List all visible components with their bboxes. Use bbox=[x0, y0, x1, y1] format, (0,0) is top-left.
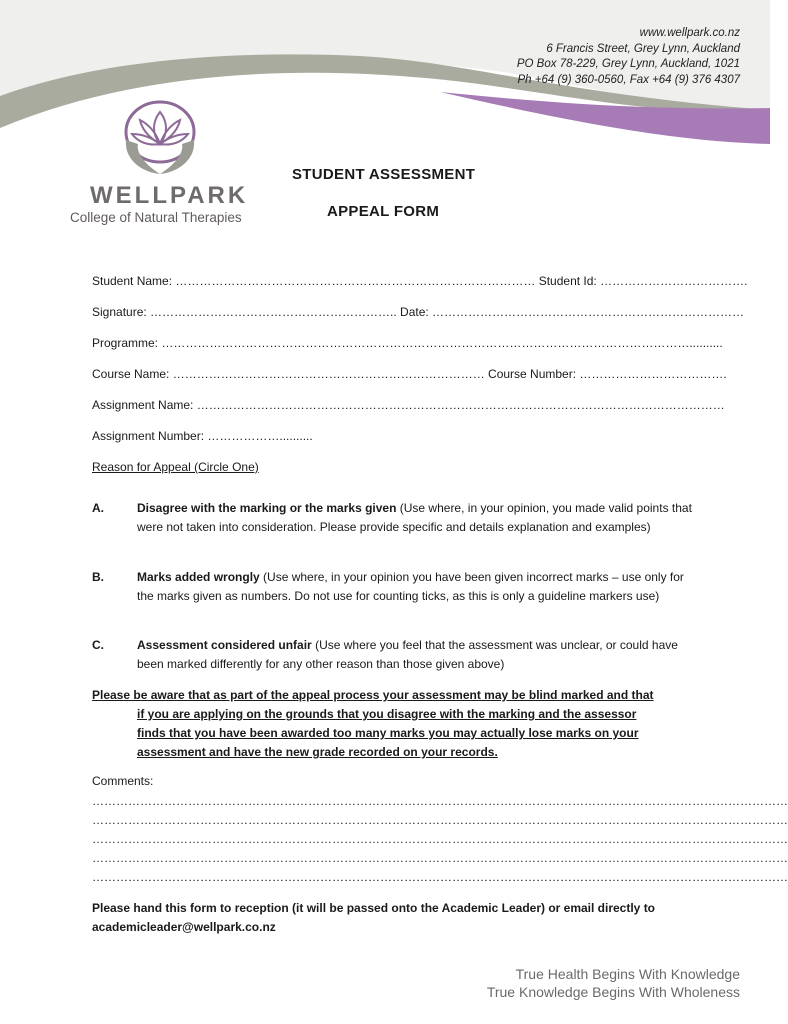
reason-title: Assessment considered unfair bbox=[137, 638, 312, 652]
warning-line: Please be aware that as part of the appeal process your assessment may be blind marked and that bbox=[92, 688, 654, 702]
lotus-logo-icon bbox=[110, 100, 210, 180]
form-subtitle: APPEAL FORM bbox=[327, 203, 440, 220]
submission-instructions: Please hand this form to reception (it will be passed onto the Academic Leader) or email directly to academicleader@wellpark.co.nz bbox=[92, 901, 656, 934]
street-address: 6 Francis Street, Grey Lynn, Auckland bbox=[546, 42, 740, 55]
tagline bbox=[487, 965, 740, 1001]
comment-line[interactable]: ………………………………………………………………………………………………………………………………………………………… bbox=[92, 870, 788, 884]
assignment-name-field[interactable]: Assignment Name: …………………………………………………………………………………………………………………… bbox=[92, 398, 725, 412]
po-box: PO Box 78-229, Grey Lynn, Auckland, 1021 bbox=[516, 58, 740, 70]
blind-marking-warning bbox=[92, 686, 682, 762]
reason-option-a[interactable] bbox=[92, 499, 692, 537]
tagline-line: True Health Begins With Knowledge bbox=[515, 966, 740, 982]
reason-letter: C. bbox=[92, 638, 104, 652]
course-field[interactable]: Course Name: …………………………………………………………………… Course Number: ………………………………. bbox=[92, 367, 727, 381]
form-title: STUDENT ASSESSMENT bbox=[292, 166, 476, 183]
reason-description: (Use where, in your opinion you have been given incorrect marks – use only for the marks given as numbers. Do not use for counting ticks, as this is only a guideline markers use) bbox=[137, 570, 684, 603]
comment-line[interactable]: ………………………………………………………………………………………………………………………………………………………… bbox=[92, 813, 788, 827]
comment-line[interactable]: ………………………………………………………………………………………………………………………………………………………… bbox=[92, 794, 788, 808]
student-name-field[interactable]: Student Name: ……………………………………………………………………………… Student Id: ………………………………. bbox=[92, 274, 748, 288]
reason-title: Marks added wrongly bbox=[137, 570, 260, 584]
reason-description: (Use where, in your opinion, you made valid points that were not taken into consideration. Please provide specific and details explanation and examples) bbox=[137, 501, 692, 534]
assignment-number-field[interactable]: Assignment Number: ……………….......... bbox=[92, 429, 313, 443]
reason-letter: B. bbox=[92, 570, 104, 584]
phone-fax: Ph +64 (9) 360-0560, Fax +64 (9) 376 4307 bbox=[517, 73, 740, 86]
reason-title: Disagree with the marking or the marks given bbox=[137, 501, 397, 515]
reason-option-c[interactable] bbox=[92, 636, 692, 674]
website: www.wellpark.co.nz bbox=[639, 27, 740, 39]
reason-description: (Use where you feel that the assessment was unclear, or could have been marked differently for any other reason than those given above) bbox=[137, 638, 678, 671]
warning-line: finds that you have been awarded too many marks you may actually lose marks on your bbox=[137, 726, 639, 740]
comment-line[interactable]: ………………………………………………………………………………………………………………………………………………………… bbox=[92, 851, 788, 865]
logo-wordmark: WELLPARK bbox=[90, 182, 249, 209]
programme-field[interactable]: Programme: …………………………………………………………………………………………………………………….......... bbox=[92, 336, 723, 350]
comments-label: Comments: bbox=[92, 774, 154, 788]
warning-line: if you are applying on the grounds that you disagree with the marking and the assessor bbox=[137, 707, 637, 721]
reason-option-b[interactable] bbox=[92, 568, 692, 606]
comment-line[interactable]: ………………………………………………………………………………………………………………………………………………………… bbox=[92, 832, 788, 846]
warning-line: assessment and have the new grade recorded on your records. bbox=[137, 745, 498, 759]
reason-letter: A. bbox=[92, 501, 104, 515]
contact-block bbox=[517, 26, 740, 88]
logo-subtitle: College of Natural Therapies bbox=[70, 210, 242, 225]
signature-date-field[interactable]: Signature: …………………………………………………….. Date: …………………………………………………………………… bbox=[92, 305, 745, 319]
reason-heading: Reason for Appeal (Circle One) bbox=[92, 460, 259, 474]
tagline-line: True Knowledge Begins With Wholeness bbox=[486, 984, 740, 1000]
